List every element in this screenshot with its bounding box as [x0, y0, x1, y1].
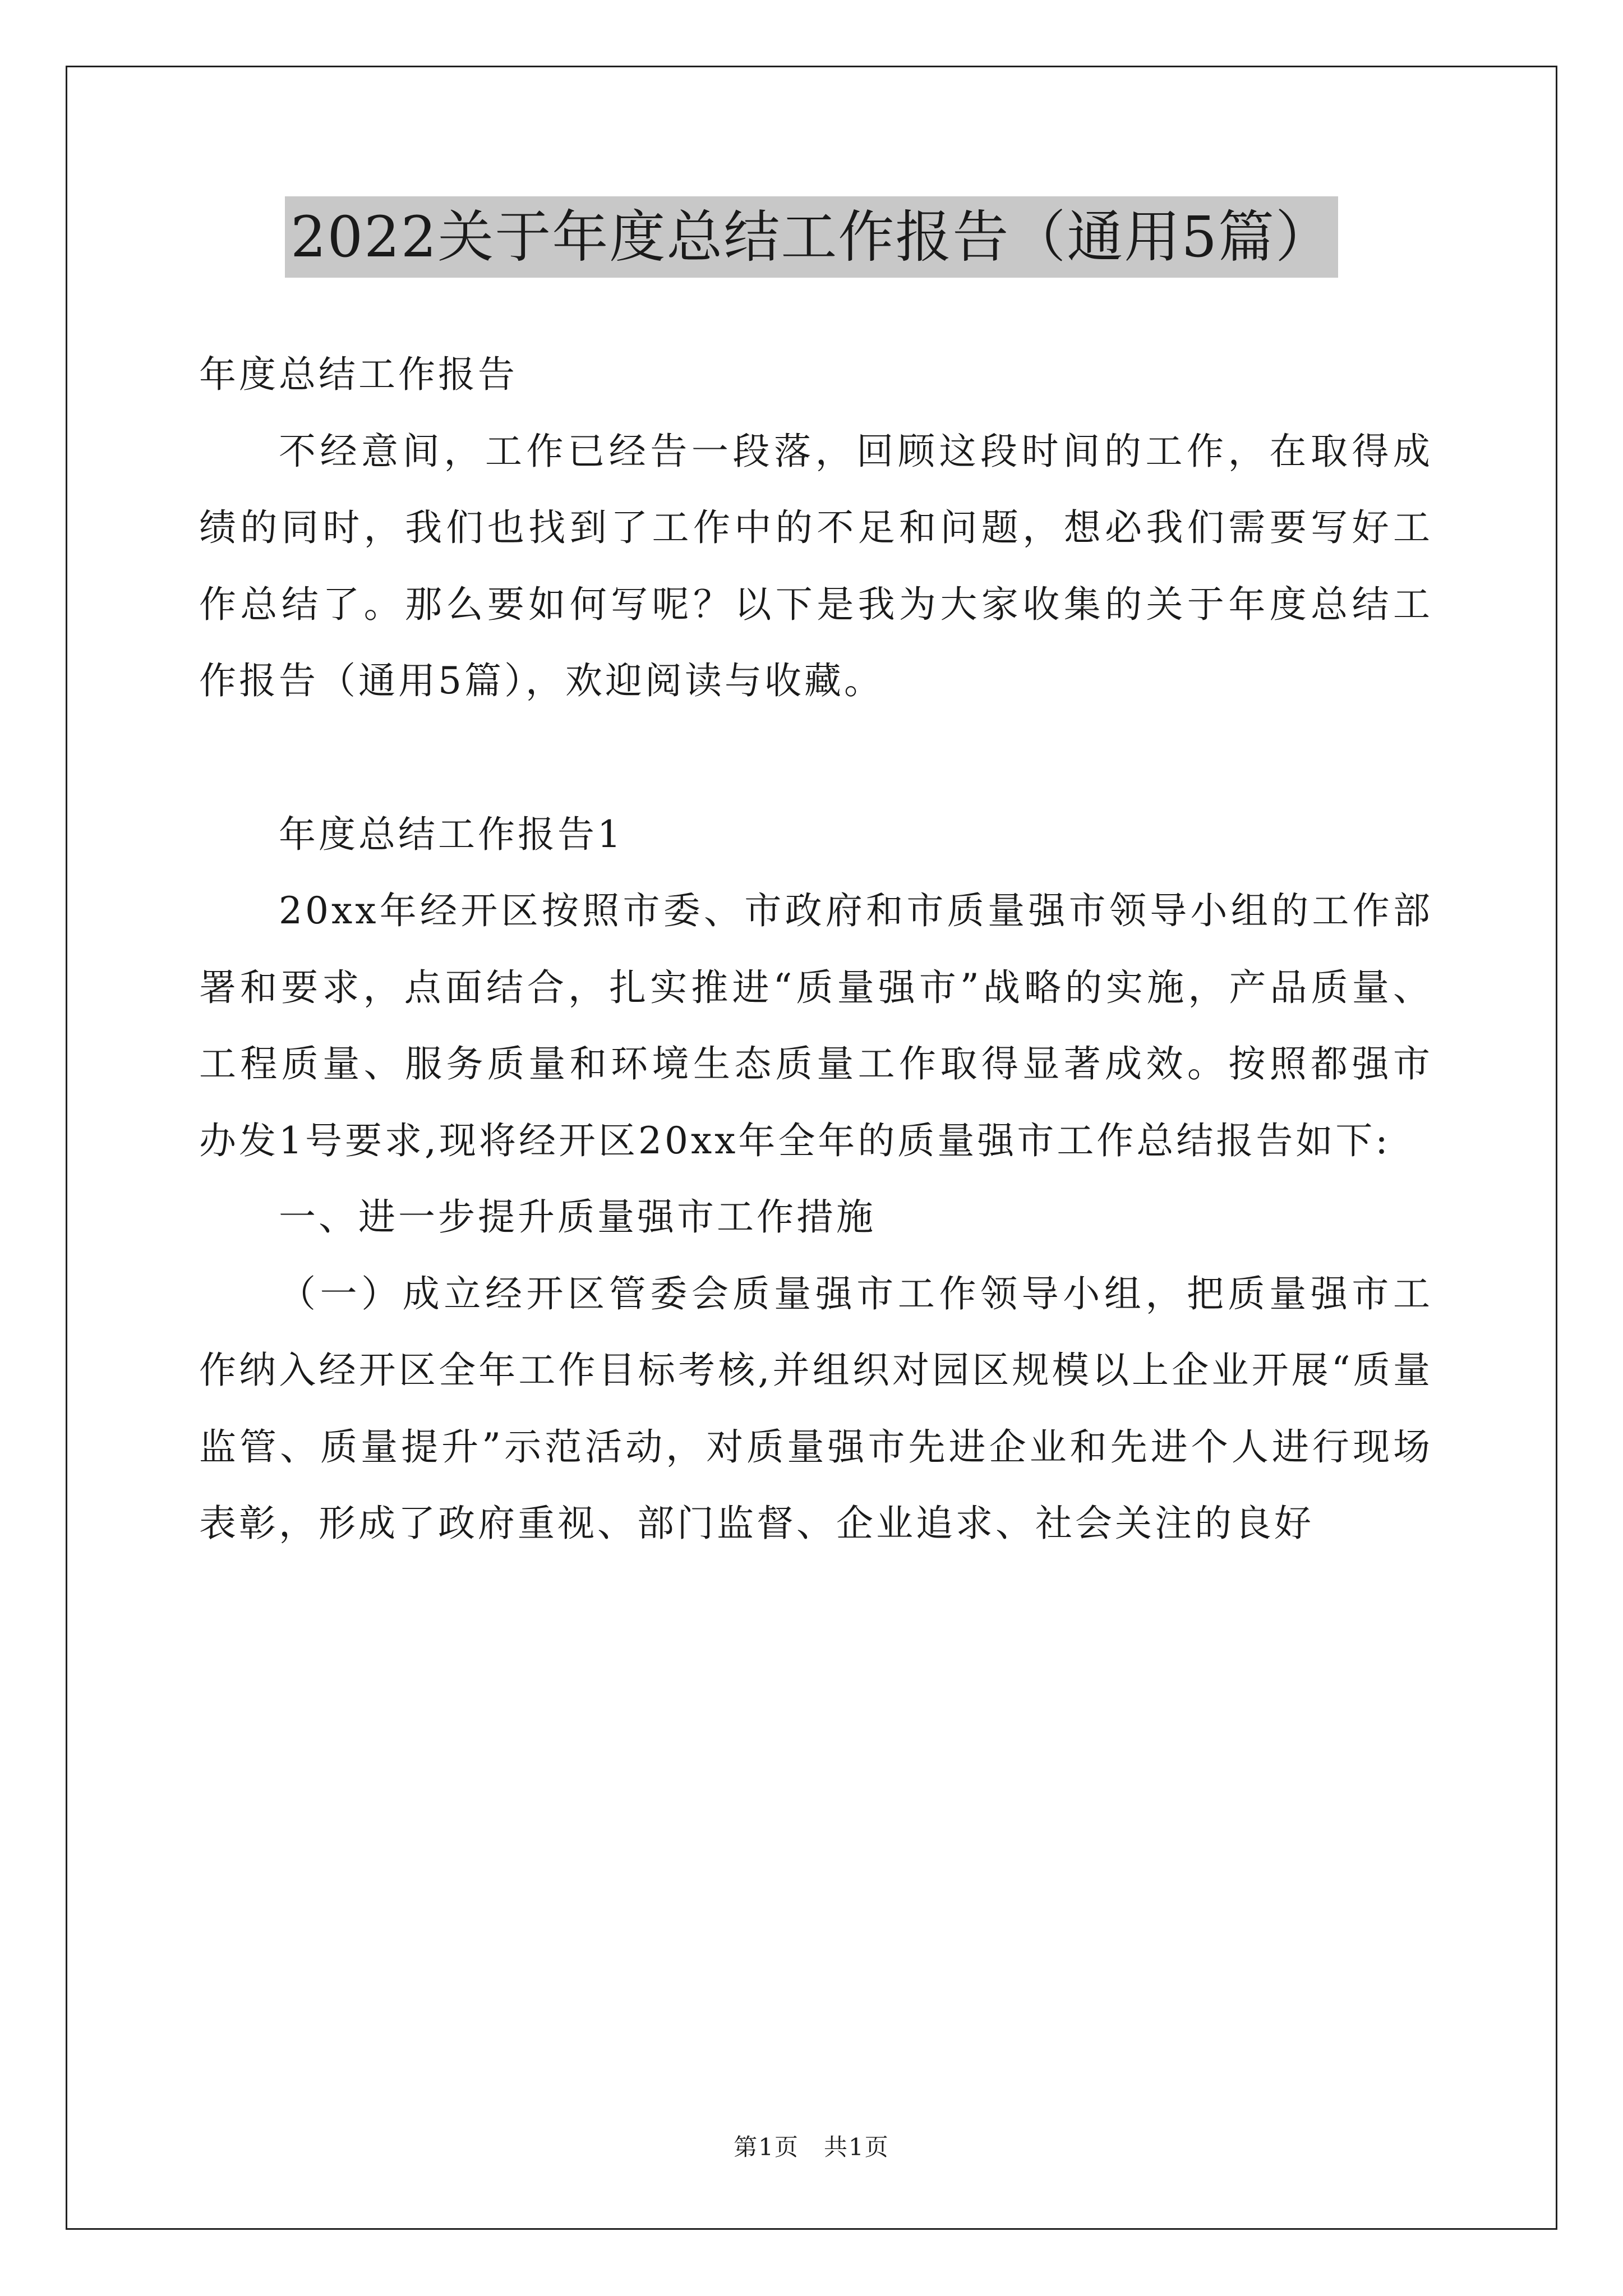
title-container [0, 196, 1623, 278]
body-paragraph-1: 20xx年经开区按照市委、市政府和市质量强市领导小组的工作部署和要求，点面结合，扎实推进“质量强市”战略的实施，产品质量、工程质量、服务质量和环境生态质量工作取得显著成效。按照都强市办发1号要求,现将经开区20xx年全年的质量强市工作总结报告如下: [199, 889, 1433, 1162]
paragraph-spacer [199, 720, 1433, 797]
document-heading: 年度总结工作报告 [199, 353, 518, 396]
section-title: 年度总结工作报告1 [279, 812, 624, 856]
page-footer: 第1页 共1页 [734, 2133, 889, 2161]
intro-paragraph: 不经意间，工作已经告一段落，回顾这段时间的工作，在取得成绩的同时，我们也找到了工作中的不足和问题，想必我们需要写好工作总结了。那么要如何写呢？以下是我为大家收集的关于年度总结工作报告（通用5篇），欢迎阅读与收藏。 [199, 429, 1433, 702]
subheading-1: 一、进一步提升质量强市工作措施 [279, 1195, 876, 1239]
document-title: 2022关于年度总结工作报告（通用5篇） [285, 196, 1338, 278]
document-body [199, 337, 1433, 1562]
body-paragraph-2: （一）成立经开区管委会质量强市工作领导小组，把质量强市工作纳入经开区全年工作目标考核,并组织对园区规模以上企业开展“质量监管、质量提升”示范活动，对质量强市先进企业和先进个人进行现场表彰，形成了政府重视、部门监督、企业追求、社会关注的良好 [199, 1272, 1433, 1545]
